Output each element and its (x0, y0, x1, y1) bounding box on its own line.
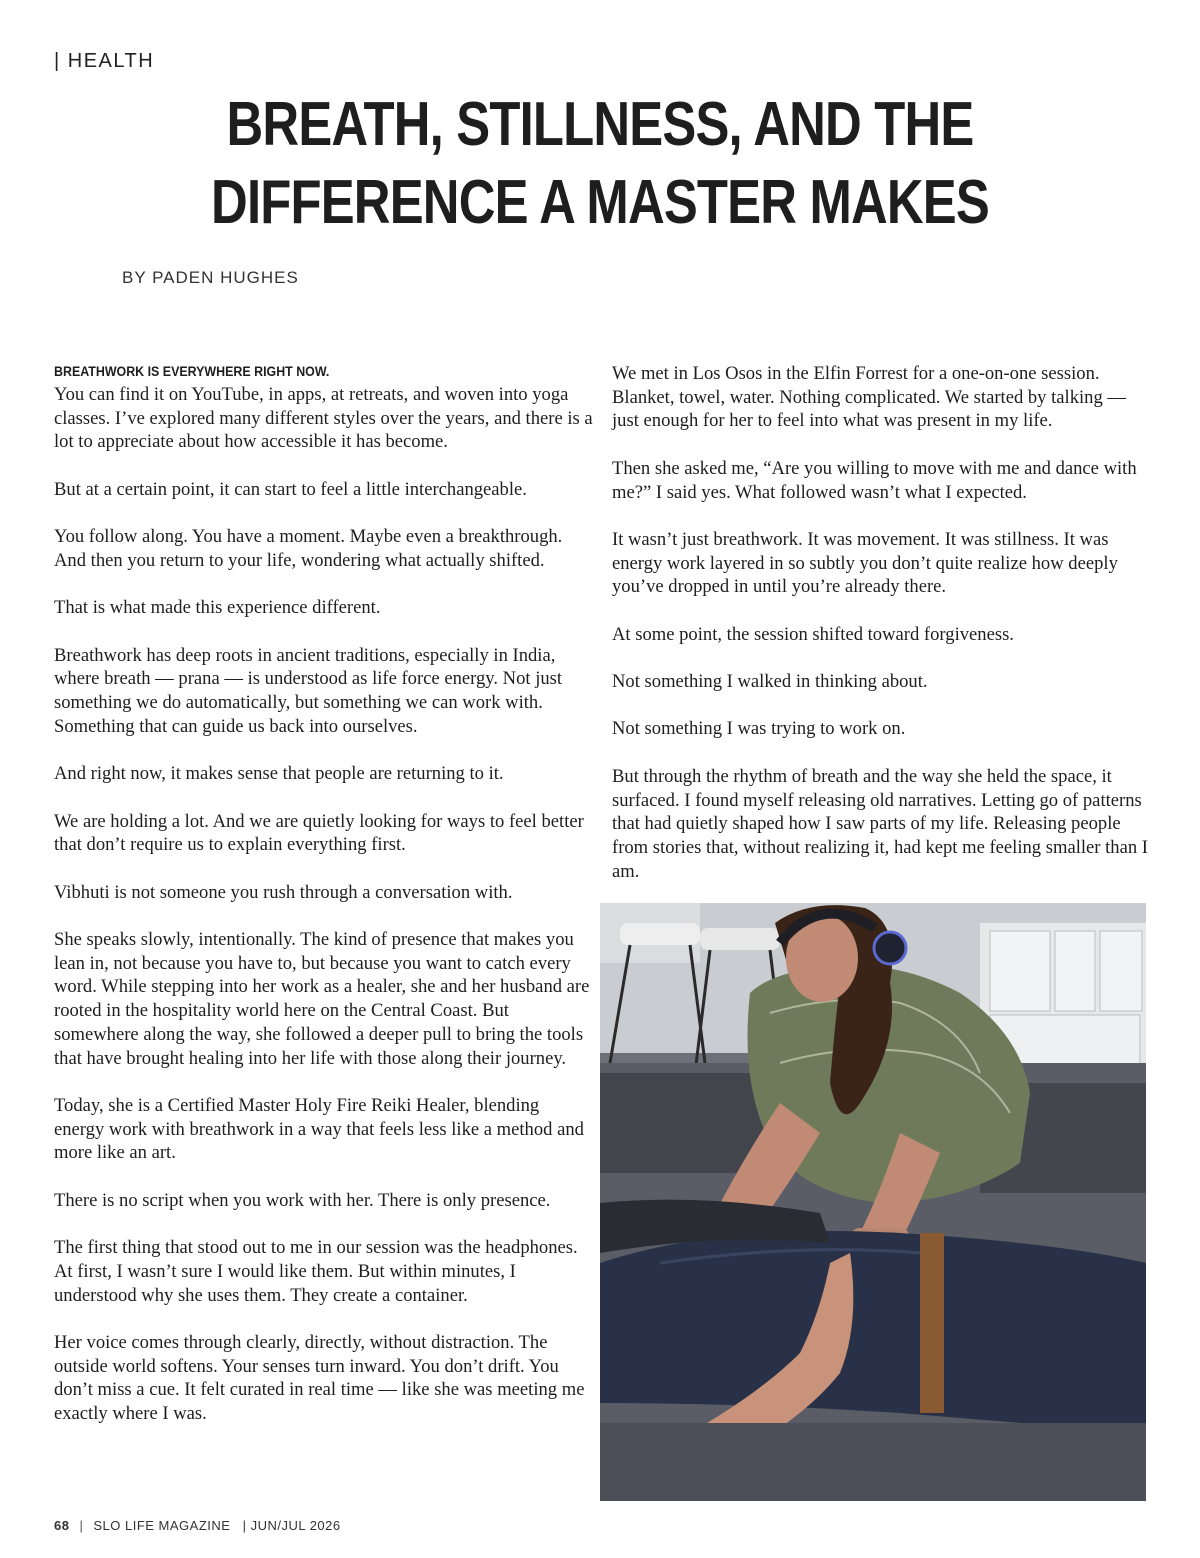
article-headline (108, 86, 1092, 242)
paragraph: At some point, the session shifted toward forgiveness. (612, 623, 1014, 645)
paragraph: Vibhuti is not someone you rush through a conversation with. (54, 881, 513, 903)
paragraph: The first thing that stood out to me in our session was the headphones. At first, I wasn’t sure I would like them. But within minutes, I understood why she uses them. They create a container. (54, 1237, 578, 1306)
paragraph: We met in Los Osos in the Elfin Forrest for a one-on-one session. Blanket, towel, water. Nothing complicated. We started by talking — just enough for her to feel into what was present in my life. (612, 363, 1127, 432)
paragraph: Today, she is a Certified Master Holy Fire Reiki Healer, blending energy work with breathwork in a way that feels less like a method and more like an art. (54, 1094, 584, 1164)
issue-date: | JUN/JUL 2026 (242, 1518, 341, 1533)
headline-line-2: DIFFERENCE A MASTER MAKES (211, 168, 989, 237)
paragraph: And right now, it makes sense that people are returning to it. (54, 763, 504, 785)
left-column (54, 362, 594, 1449)
paragraph: It wasn’t just breathwork. It was movement. It was stillness. It was energy work layered in so subtly you don’t quite realize how deeply you’ve dropped in until you’re already there. (612, 528, 1118, 598)
paragraph: Not something I was trying to work on. (612, 718, 906, 740)
lead-in: BREATHWORK IS EVERYWHERE RIGHT NOW. (54, 364, 330, 379)
paragraph: Then she asked me, “Are you willing to move with me and dance with me?” I said yes. What followed wasn’t what I expected. (612, 457, 1137, 503)
paragraph: That is what made this experience different. (54, 597, 381, 619)
section-label: | HEALTH (54, 50, 155, 72)
paragraph: Her voice comes through clearly, directly, without distraction. The outside world softens. Your senses turn inward. You don’t drift. You don’t miss a cue. It felt curated in real time — like she was meeting me exactly where I was. (54, 1331, 585, 1425)
page-footer: 68 | SLO LIFE MAGAZINE | JUN/JUL 2026 (54, 1518, 341, 1533)
paragraph: But through the rhythm of breath and the way she held the space, it surfaced. I found myself releasing old narratives. Letting go of patterns that had quietly shaped how I saw parts of my life. Releasing people from stories that, without realizing it, had kept me feeling smaller than I am. (612, 765, 1148, 882)
page-number: 68 (54, 1518, 70, 1533)
paragraph: Not something I walked in thinking about. (612, 671, 928, 693)
publication-name: SLO LIFE MAGAZINE (93, 1518, 231, 1533)
paragraph: But at a certain point, it can start to feel a little interchangeable. (54, 478, 527, 500)
paragraph: You follow along. You have a moment. Maybe even a breakthrough. And then you return to your life, wondering what actually shifted. (54, 526, 563, 571)
paragraph: Breathwork has deep roots in ancient traditions, especially in India, where breath — prana — is understood as life force energy. Not just something we do automatically, but something we can work with. Something that can guide us back into ourselves. (54, 644, 563, 737)
article-photo (600, 903, 1146, 1501)
paragraph: You can find it on YouTube, in apps, at retreats, and woven into yoga classes. I’ve explored many different styles over the years, and there is a lot to appreciate about how accessible it has become. (54, 384, 593, 453)
paragraph: She speaks slowly, intentionally. The kind of presence that makes you lean in, not because you have to, but because you want to catch every word. While stepping into her work as a healer, she and her husband are rooted in the hospitality world here on the Central Coast. But somewhere along the way, she followed a deeper pull to bring the tools that have brought healing into her life with those along their journey. (54, 929, 590, 1069)
headline-line-1: BREATH, STILLNESS, AND THE (226, 90, 974, 159)
byline: BY PADEN HUGHES (122, 268, 299, 287)
right-column (612, 362, 1152, 907)
paragraph: There is no script when you work with her. There is only presence. (54, 1189, 551, 1211)
paragraph: We are holding a lot. And we are quietly looking for ways to feel better that don’t require us to explain everything first. (54, 810, 584, 856)
